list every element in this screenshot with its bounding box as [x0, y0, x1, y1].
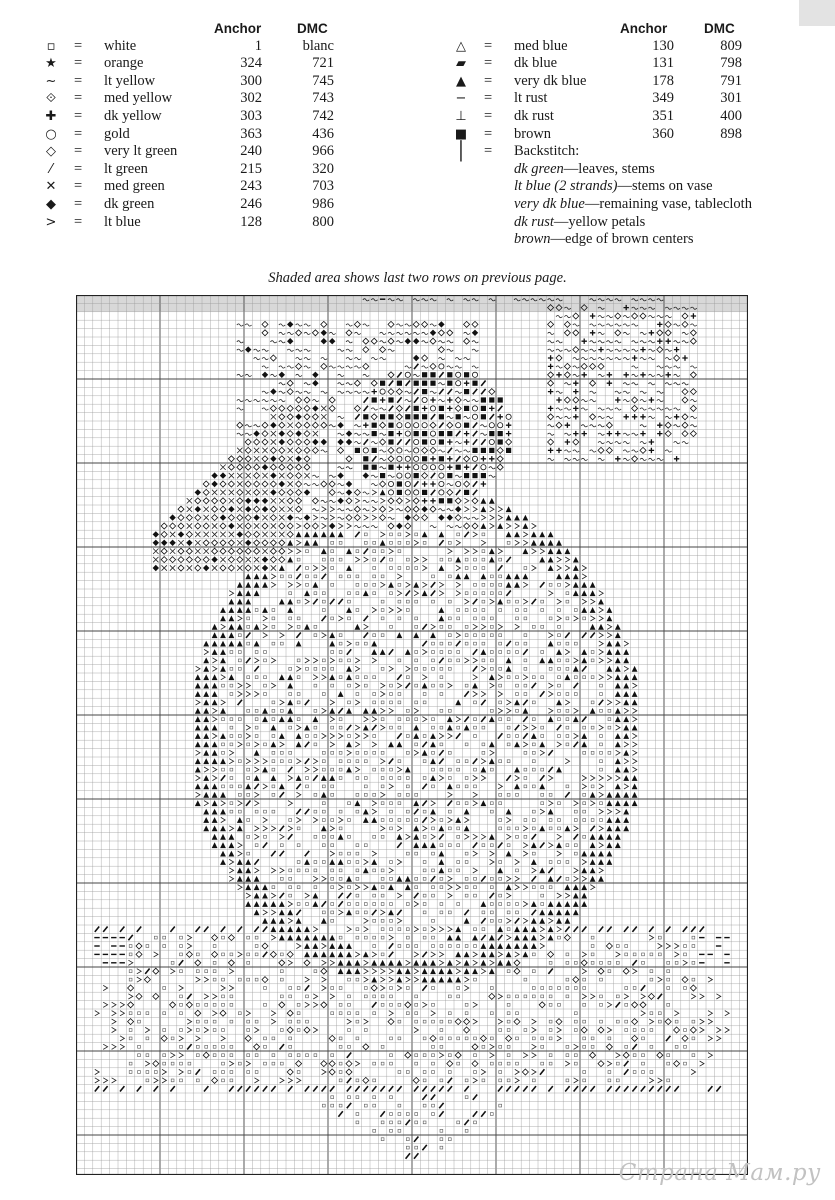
- equals-sign: =: [74, 55, 83, 72]
- color-name: white: [104, 37, 137, 54]
- equals-sign: =: [74, 37, 83, 54]
- color-key-left: [42, 20, 342, 231]
- dmc-number: 436: [312, 125, 334, 142]
- equals-sign: =: [74, 178, 83, 195]
- chart-caption: Shaded area shows last two rows on previous page.: [268, 270, 567, 286]
- dmc-column-header: DMC: [297, 21, 328, 36]
- anchor-number: 324: [240, 55, 262, 72]
- dmc-number: 400: [720, 107, 742, 124]
- backstitch-use: —remaining vase, tablecloth: [584, 195, 752, 212]
- backstitch-item: [452, 161, 752, 179]
- stitch-symbol-icon: ⁄: [49, 161, 53, 177]
- dmc-number: 721: [312, 55, 334, 72]
- backstitch-entry: [514, 214, 645, 232]
- backstitch-entry: [514, 161, 655, 179]
- anchor-number: 178: [652, 72, 674, 89]
- equals-sign: =: [484, 143, 493, 160]
- legend-row: [42, 126, 342, 144]
- anchor-number: 360: [652, 125, 674, 142]
- anchor-number: 246: [240, 195, 262, 212]
- legend-row: [42, 143, 342, 161]
- anchor-number: 363: [240, 125, 262, 142]
- dmc-number: blanc: [302, 37, 334, 54]
- legend-row: [42, 90, 342, 108]
- equals-sign: =: [484, 107, 493, 124]
- stitch-symbol-icon: ~: [45, 73, 57, 89]
- backstitch-item: [452, 196, 752, 214]
- backstitch-entry: [514, 231, 693, 249]
- color-name: brown: [514, 125, 552, 142]
- color-name: lt green: [104, 160, 148, 177]
- dmc-number: 320: [312, 160, 334, 177]
- anchor-column-header: Anchor: [214, 21, 262, 36]
- color-name: orange: [104, 55, 144, 72]
- dmc-column-header: DMC: [704, 21, 735, 36]
- anchor-number: 128: [240, 213, 262, 230]
- backstitch-use: —edge of brown centers: [550, 231, 694, 248]
- legend-row: [42, 73, 342, 91]
- dmc-number: 800: [312, 213, 334, 230]
- dmc-number: 798: [720, 55, 742, 72]
- backstitch-use: —leaves, stems: [563, 160, 655, 177]
- legend-row: [42, 161, 342, 179]
- anchor-number: 303: [240, 107, 262, 124]
- dmc-number: 745: [312, 72, 334, 89]
- stitch-symbol-icon: ⟐: [45, 91, 57, 107]
- watermark-logo: Страна Мам.ру: [618, 1160, 821, 1186]
- legend-row: [42, 214, 342, 232]
- legend-row: [42, 178, 342, 196]
- anchor-column-header: Anchor: [620, 21, 668, 36]
- anchor-number: 130: [652, 37, 674, 54]
- color-name: dk blue: [514, 55, 558, 72]
- dmc-number: 742: [312, 107, 334, 124]
- color-name: med green: [104, 178, 165, 195]
- equals-sign: =: [74, 143, 83, 160]
- stitch-symbol-icon: ▲: [456, 73, 466, 89]
- backstitch-row: [452, 143, 752, 161]
- equals-sign: =: [484, 37, 493, 54]
- legend-row: [452, 90, 752, 108]
- backstitch-entry: [514, 196, 752, 214]
- legend-header: [42, 20, 342, 38]
- color-name: gold: [104, 125, 130, 142]
- color-name: very lt green: [104, 143, 178, 160]
- backstitch-use: —stems on vase: [617, 178, 713, 195]
- anchor-number: 302: [240, 90, 262, 107]
- equals-sign: =: [74, 90, 83, 107]
- stitch-symbol-icon: ✕: [45, 179, 57, 195]
- equals-sign: =: [484, 125, 493, 142]
- stitch-symbol-icon: ▰: [456, 56, 466, 72]
- dmc-number: 301: [720, 90, 742, 107]
- cross-stitch-chart: [76, 295, 748, 1175]
- backstitch-color: dk rust: [514, 213, 554, 230]
- dmc-number: 966: [312, 143, 334, 160]
- stitch-symbol-icon: ⊥: [455, 108, 467, 124]
- legend-row: [452, 55, 752, 73]
- backstitch-color: brown: [514, 231, 551, 248]
- dmc-number: 791: [720, 72, 742, 89]
- dmc-number: 986: [312, 195, 334, 212]
- anchor-number: 240: [240, 143, 262, 160]
- stitch-symbol-icon: ◇: [46, 144, 56, 160]
- backstitch-item: [452, 231, 752, 249]
- equals-sign: =: [484, 90, 493, 107]
- stitch-symbol-icon: ◆: [46, 196, 56, 212]
- stitch-symbol-icon: ▫: [46, 38, 56, 54]
- anchor-number: 131: [652, 55, 674, 72]
- anchor-number: 243: [240, 178, 262, 195]
- dmc-number: 743: [312, 90, 334, 107]
- stitch-symbol-icon: ○: [45, 126, 57, 142]
- equals-sign: =: [74, 195, 83, 212]
- anchor-number: 215: [240, 160, 262, 177]
- equals-sign: =: [74, 160, 83, 177]
- legend-row: [452, 126, 752, 144]
- legend-row: [452, 38, 752, 56]
- equals-sign: =: [74, 72, 83, 89]
- anchor-number: 351: [652, 107, 674, 124]
- legend-row: [42, 108, 342, 126]
- stitch-symbol-icon: ■: [454, 126, 468, 142]
- anchor-number: 349: [652, 90, 674, 107]
- anchor-number: 1: [254, 37, 262, 54]
- backstitch-entry: [514, 178, 713, 196]
- color-name: med yellow: [104, 90, 173, 107]
- color-name: lt blue: [104, 213, 141, 230]
- backstitch-color: very dk blue: [514, 195, 585, 212]
- stitch-symbol-icon: −: [455, 91, 467, 107]
- dmc-number: 898: [720, 125, 742, 142]
- anchor-number: 300: [240, 72, 262, 89]
- dmc-number: 703: [312, 178, 334, 195]
- backstitch-title: Backstitch:: [514, 143, 580, 160]
- legend-row: [452, 108, 752, 126]
- page-corner-shade: [799, 0, 835, 26]
- backstitch-item: [452, 214, 752, 232]
- backstitch-line-icon: │: [455, 141, 467, 163]
- backstitch-use: —yellow petals: [553, 213, 646, 230]
- stitch-symbol-icon: ★: [45, 56, 57, 72]
- color-name: very dk blue: [514, 72, 587, 89]
- legend-row: [42, 196, 342, 214]
- equals-sign: =: [74, 125, 83, 142]
- equals-sign: =: [74, 107, 83, 124]
- backstitch-item: [452, 178, 752, 196]
- dmc-number: 809: [720, 37, 742, 54]
- equals-sign: =: [484, 55, 493, 72]
- color-name: dk green: [104, 195, 155, 212]
- legend-row: [452, 73, 752, 91]
- equals-sign: =: [484, 72, 493, 89]
- backstitch-color: dk green: [514, 160, 564, 177]
- color-name: dk rust: [514, 107, 554, 124]
- stitch-symbol-icon: >: [45, 214, 57, 230]
- color-name: dk yellow: [104, 107, 162, 124]
- color-key-right: [452, 20, 752, 249]
- color-name: med blue: [514, 37, 568, 54]
- stitch-symbol-icon: ✚: [45, 108, 57, 124]
- color-name: lt yellow: [104, 72, 156, 89]
- backstitch-color: lt blue (2 strands): [514, 178, 618, 195]
- equals-sign: =: [74, 213, 83, 230]
- legend-row: [42, 55, 342, 73]
- legend-header: [452, 20, 752, 38]
- legend-row: [42, 38, 342, 56]
- color-name: lt rust: [514, 90, 548, 107]
- stitch-symbol-icon: △: [456, 38, 466, 54]
